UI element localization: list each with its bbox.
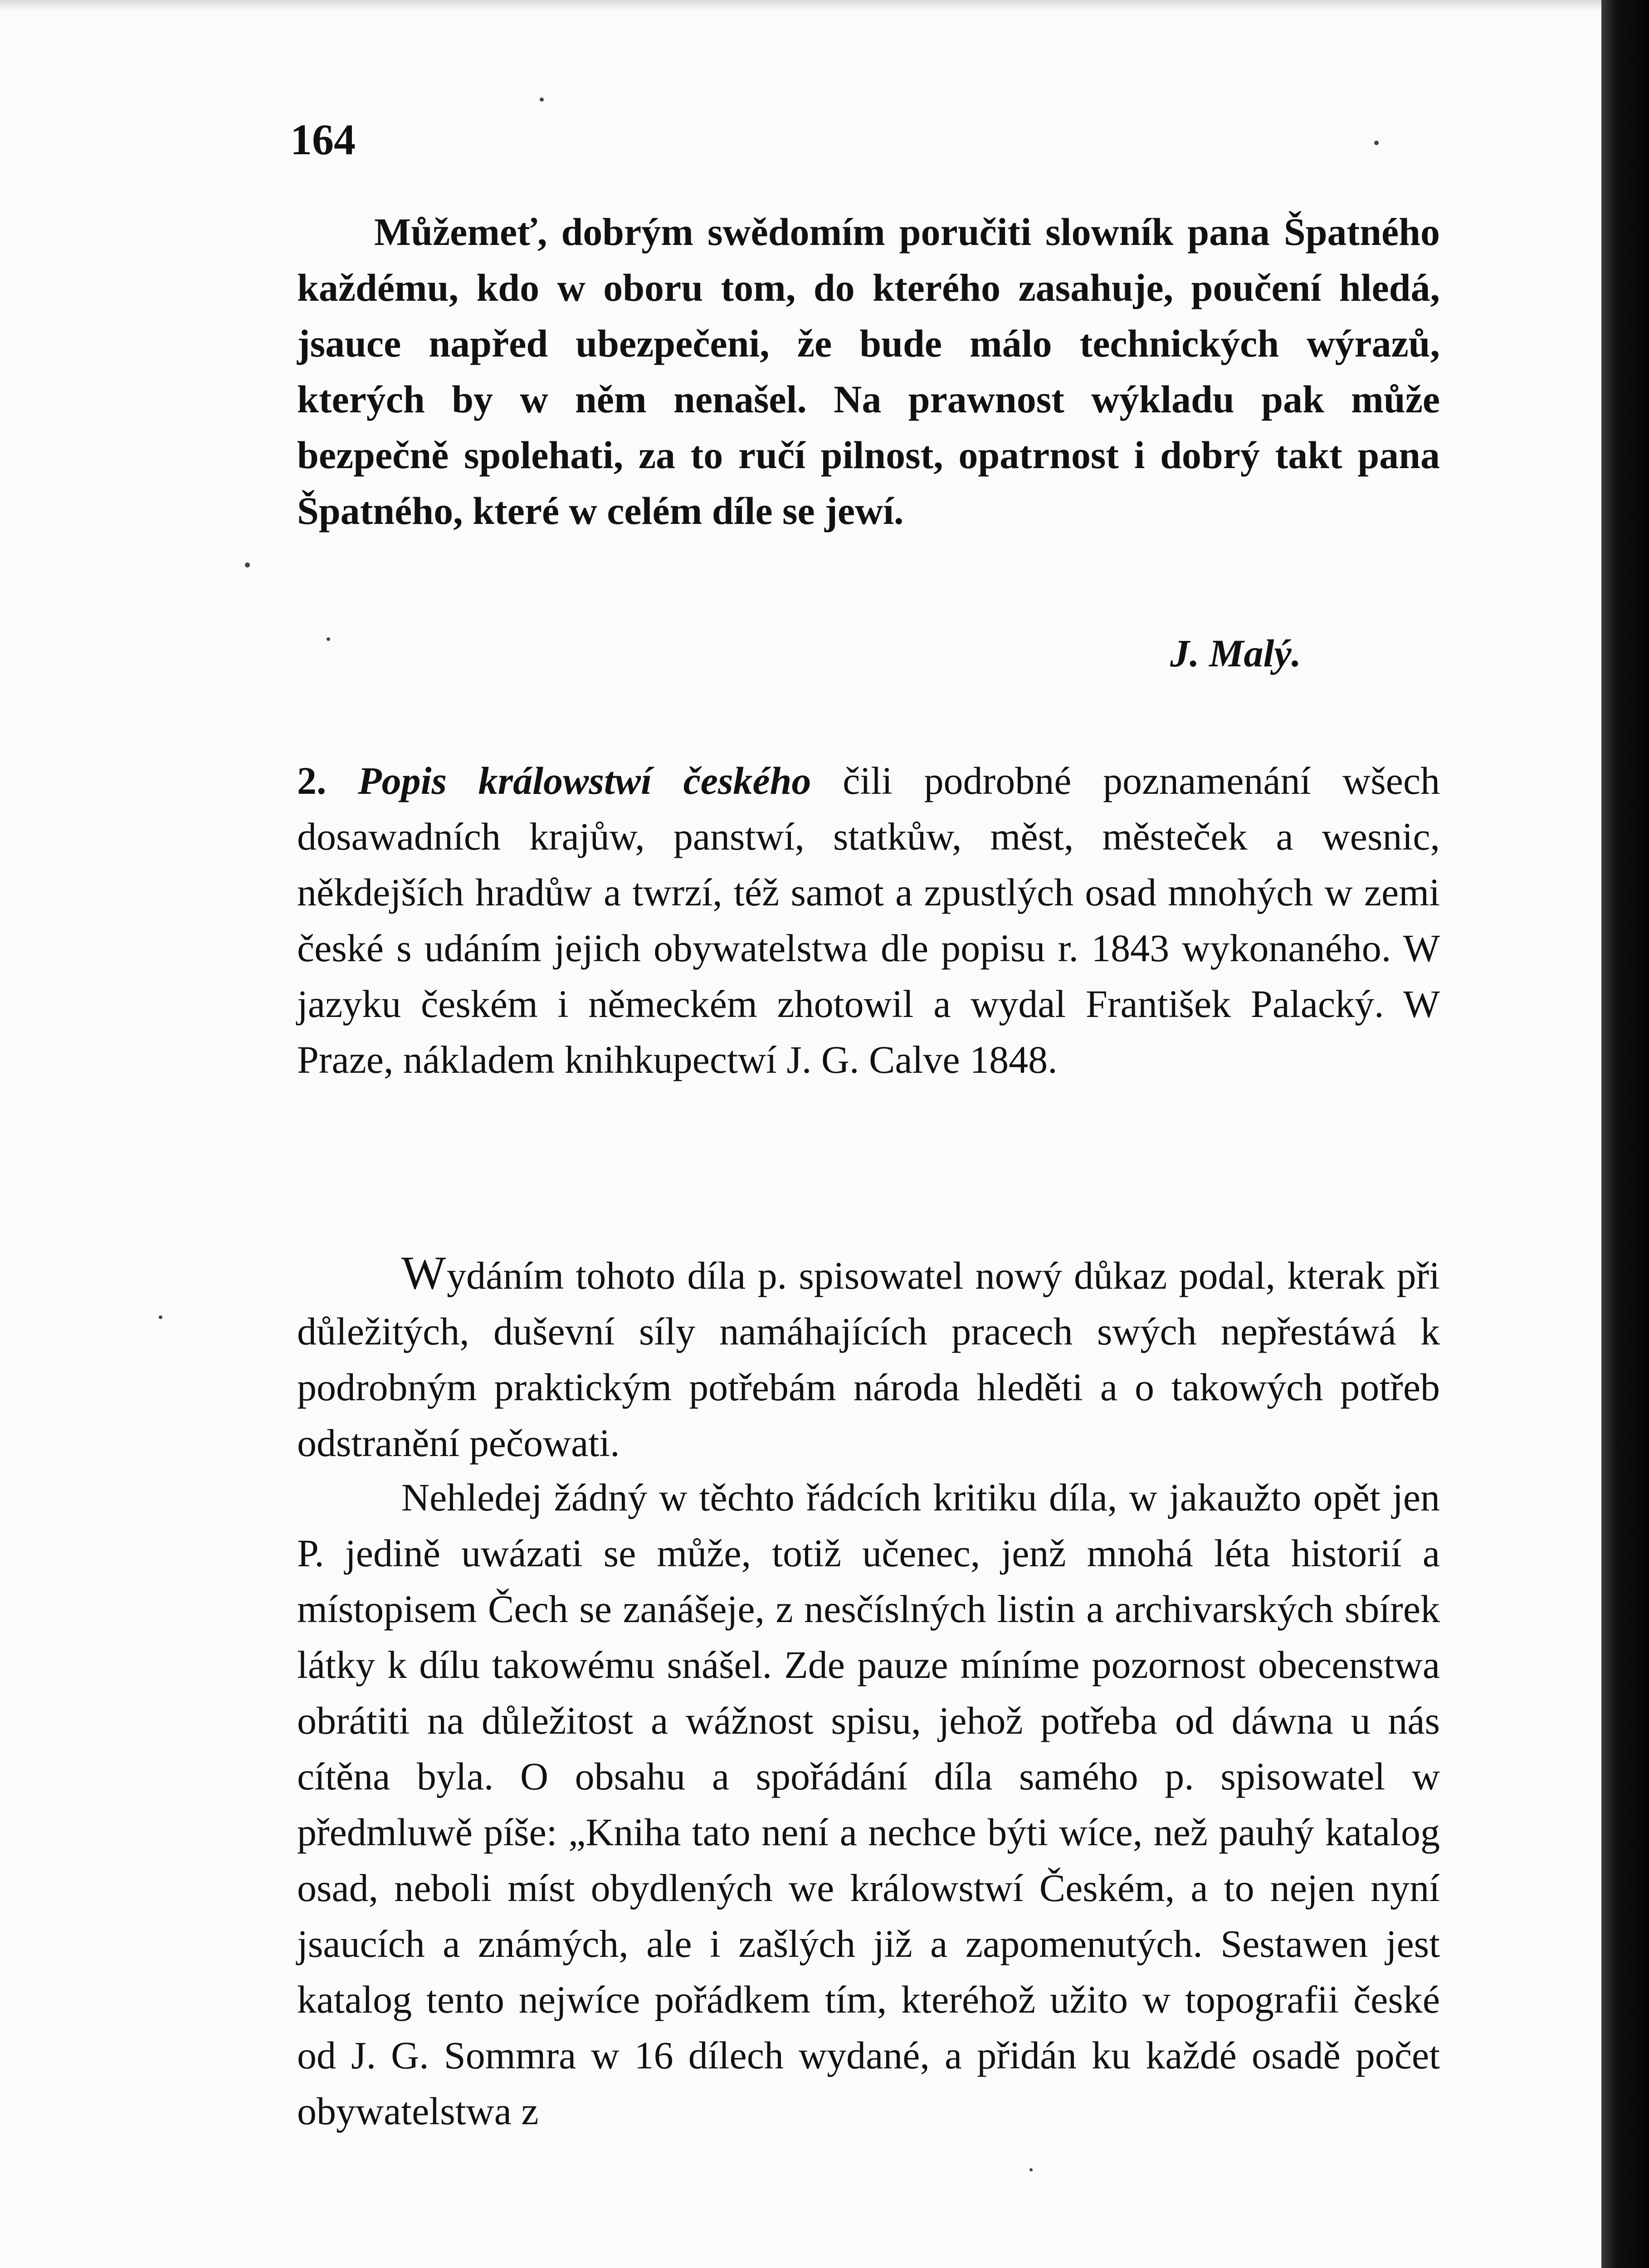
entry-number: 2. xyxy=(297,759,327,802)
entry-description: čili podrobné poznamenání wšech dosawadních krajůw, panstwí, statkůw, měst, městeček a wesnic, někdejších hradůw a twrzí, též samot a zpustlých osad mnohých w zemi české s udáním jejich obywatelstwa dle popisu r. 1843 wykonaného. W jazyku českém i německém zhotowil a wydal František Palacký. W Praze, nákladem knihkupectwí J. G. Calve 1848. xyxy=(297,759,1440,1081)
bibliographic-entry xyxy=(297,753,1440,1088)
paragraph-review-body: Nehledej žádný w těchto řádcích kritiku díla, w jakaužto opět jen P. jedině uwázati se může, totiž učenec, jenž mnohá léta historií a místopisem Čech se zanášeje, z nesčíslných listin a archivarských sbírek látky k dílu takowému snášel. Zde pauze míníme pozornost obecenstwa obrátiti na důležitost a wážnost spisu, jehož potřeba od dáwna u nás cítěna byla. O obsahu a spořádání díla samého p. spisowatel w předmluwě píše: „Kniha tato není a nechce býti wíce, než pauhý katalog osad, neboli míst obydlených we králowstwí Českém, a to nejen nyní jsaucích a známých, ale i zašlých již a zapomenutých. Sestawen jest katalog tento nejwíce pořádkem tím, kteréhož užito w topografii české od J. G. Sommra w 16 dílech wydané, a přidán ku každé osadě počet obywatelstwa z xyxy=(297,1476,1440,2133)
paragraph-publication-note xyxy=(297,1245,1440,1471)
dust-speck xyxy=(1374,141,1379,145)
paragraph-initial-letter: W xyxy=(401,1247,447,1299)
paragraph-review-conclusion: Můžemeť, dobrým swědomím poručiti slowník pana Špatného každému, kdo w oboru tom, do kterého zasahuje, poučení hledá, jsauce napřed ubezpečeni, že bude málo technických wýrazů, kterých by w něm nenašel. Na prawnost wýkladu pak může bezpečně spolehati, za to ručí pilnost, opatrnost i dobrý takt pana Špatného, které w celém díle se jewí. xyxy=(297,210,1440,533)
dust-speck xyxy=(540,98,544,102)
page-top-shadow xyxy=(0,0,1649,11)
dust-speck xyxy=(1029,2168,1033,2171)
scanner-border-right xyxy=(1601,0,1649,2268)
dust-speck xyxy=(245,562,250,567)
page-number: 164 xyxy=(290,115,356,164)
dust-speck xyxy=(159,1315,162,1319)
entry-book-title: Popis králowstwí českého xyxy=(358,759,811,802)
reviewer-signature: J. Malý. xyxy=(1170,631,1302,675)
dust-speck xyxy=(327,637,330,641)
paragraph-publication-text: ydáním tohoto díla p. spisowatel nowý důkaz podal, kterak při důležitých, duševní síly namáhajících pracech swých nepřestáwá k podrobným praktickým potřebám národa hleděti a o takowých potřeb odstranění pečowati. xyxy=(297,1254,1440,1465)
